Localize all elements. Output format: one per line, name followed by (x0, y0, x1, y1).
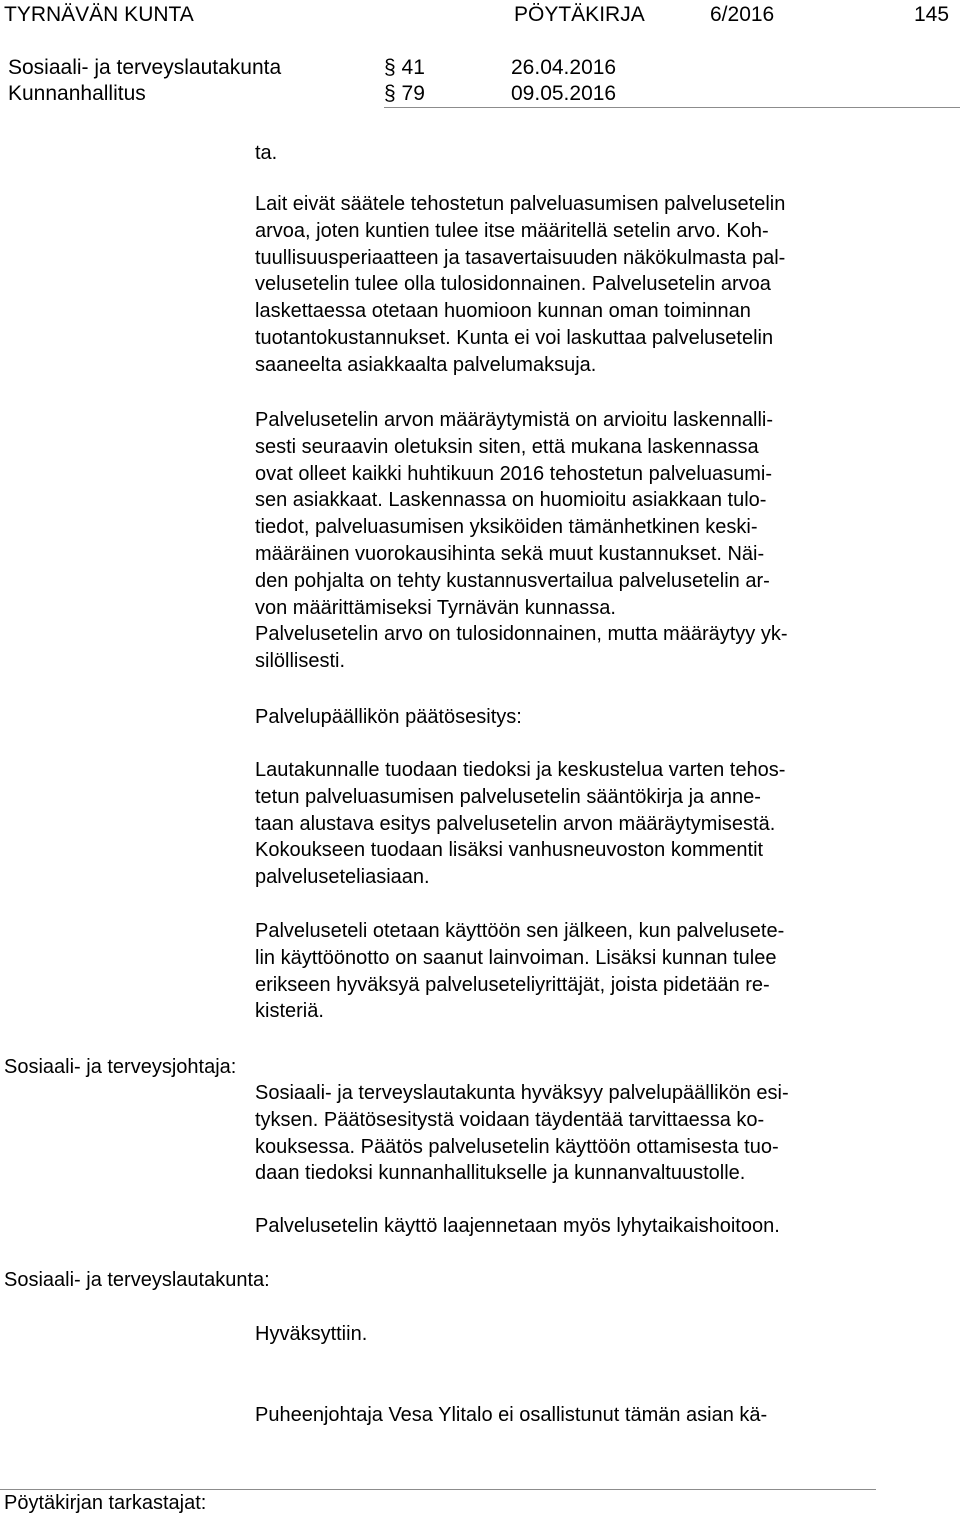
text-line: tetun palveluasumisen palvelusetelin sääntökirja ja anne- (255, 785, 761, 808)
text-line: lin käyttöönotto on saanut lainvoiman. Lisäksi kunnan tulee (255, 946, 777, 969)
meeting-section: § 79 (384, 82, 425, 105)
text-line: Puheenjohtaja Vesa Ylitalo ei osallistunut tämän asian kä- (255, 1404, 768, 1426)
text-line: tyksen. Päätösesitystä voidaan täydentää tarvittaessa ko- (255, 1108, 765, 1131)
document-type: PÖYTÄKIRJA (514, 3, 645, 26)
municipality-name: TYRNÄVÄN KUNTA (4, 3, 194, 26)
text-line: Hyväksyttiin. (255, 1323, 368, 1345)
text-line: Palveluseteli otetaan käyttöön sen jälkeen, kun palvelusete- (255, 920, 785, 942)
text-line: ta. (255, 142, 278, 164)
meeting-date: 26.04.2016 (511, 56, 617, 79)
text-line: Palvelusetelin arvon määräytymistä on arvioitu laskennalli- (255, 409, 774, 431)
text-line: Palvelusetelin käyttö laajennetaan myös lyhytaikaishoitoon. (255, 1215, 780, 1237)
text-line: Palvelupäällikön päätösesitys: (255, 706, 522, 728)
text-line: saaneelta asiakkaalta palvelumaksuja. (255, 353, 597, 376)
meeting-body: Sosiaali- ja terveyslautakunta (8, 56, 282, 79)
text-line: den pohjalta on tehty kustannusvertailua palvelusetelin ar- (255, 569, 770, 592)
text-line: sesti seuraavin oletuksin siten, että mukana laskennassa (255, 435, 759, 458)
paragraph-continuation (255, 140, 955, 167)
paragraph-calculation (255, 407, 955, 675)
text-line: daan tiedoksi kunnanhallitukselle ja kunnanvaltuustolle. (255, 1162, 746, 1185)
text-line: taan alustava esitys palvelusetelin arvon määräytymisestä. (255, 812, 776, 835)
text-line: tuullisuusperiaatteen ja tasavertaisuuden näkökulmasta pal- (255, 246, 786, 269)
paragraph-adoption (255, 918, 955, 1025)
text-line: erikseen hyväksyä palveluseteliyrittäjät, joista pidetään re- (255, 973, 770, 996)
paragraph-director-proposal (255, 1080, 955, 1187)
paragraph-extension (255, 1213, 955, 1240)
text-line: Lait eivät säätele tehostetun palveluasumisen palvelusetelin (255, 193, 786, 215)
text-line: arvoa, joten kuntien tulee itse määritellä setelin arvo. Koh- (255, 219, 769, 242)
text-line: Kokoukseen tuodaan lisäksi vanhusneuvoston kommentit (255, 839, 764, 862)
text-line: velusetelin tulee olla tulosidonnainen. Palvelusetelin arvoa (255, 273, 771, 296)
proposal-heading (255, 704, 955, 731)
text-line: von määrittämiseksi Tyrnävän kunnassa. (255, 596, 616, 619)
text-line: määräinen vuorokausihinta sekä muut kustannukset. Näi- (255, 542, 765, 565)
text-line: kisteriä. (255, 1000, 324, 1023)
meeting-section: § 41 (384, 56, 425, 79)
text-line: tuotantokustannukset. Kunta ei voi laskuttaa palvelusetelin (255, 326, 774, 349)
label-director: Sosiaali- ja terveysjohtaja: (4, 1056, 237, 1078)
paragraph-law (255, 191, 955, 379)
page-number: 145 (914, 3, 950, 26)
text-line: tiedot, palveluasumisen yksiköiden tämänhetkinen keski- (255, 516, 758, 539)
text-line: palveluseteliasiaan. (255, 866, 430, 889)
document-number: 6/2016 (710, 3, 775, 26)
text-line: kouksessa. Päätös palvelusetelin käyttöön ottamisesta tuo- (255, 1135, 779, 1158)
meeting-date: 09.05.2016 (511, 82, 617, 105)
text-line: sen asiakkaat. Laskennassa on huomioitu asiakkaan tulo- (255, 489, 767, 512)
paragraph-decision (255, 1321, 955, 1348)
text-line: silöllisesti. (255, 650, 346, 673)
text-line: laskettaessa otetaan huomioon kunnan oman toiminnan (255, 300, 751, 323)
text-line: ovat olleet kaikki huhtikuun 2016 tehostetun palveluasumi- (255, 462, 772, 485)
text-line: Lautakunnalle tuodaan tiedoksi ja keskustelua varten tehos- (255, 759, 786, 781)
meeting-body: Kunnanhallitus (8, 82, 146, 105)
footer-label: Pöytäkirjan tarkastajat: (4, 1492, 207, 1514)
paragraph-committee (255, 757, 955, 891)
header-rule (384, 107, 960, 108)
paragraph-chair (255, 1402, 955, 1429)
label-board: Sosiaali- ja terveyslautakunta: (4, 1269, 270, 1291)
text-line: Palvelusetelin arvo on tulosidonnainen, mutta määräytyy yk- (255, 623, 788, 646)
text-line: Sosiaali- ja terveyslautakunta hyväksyy palvelupäällikön esi- (255, 1082, 789, 1104)
